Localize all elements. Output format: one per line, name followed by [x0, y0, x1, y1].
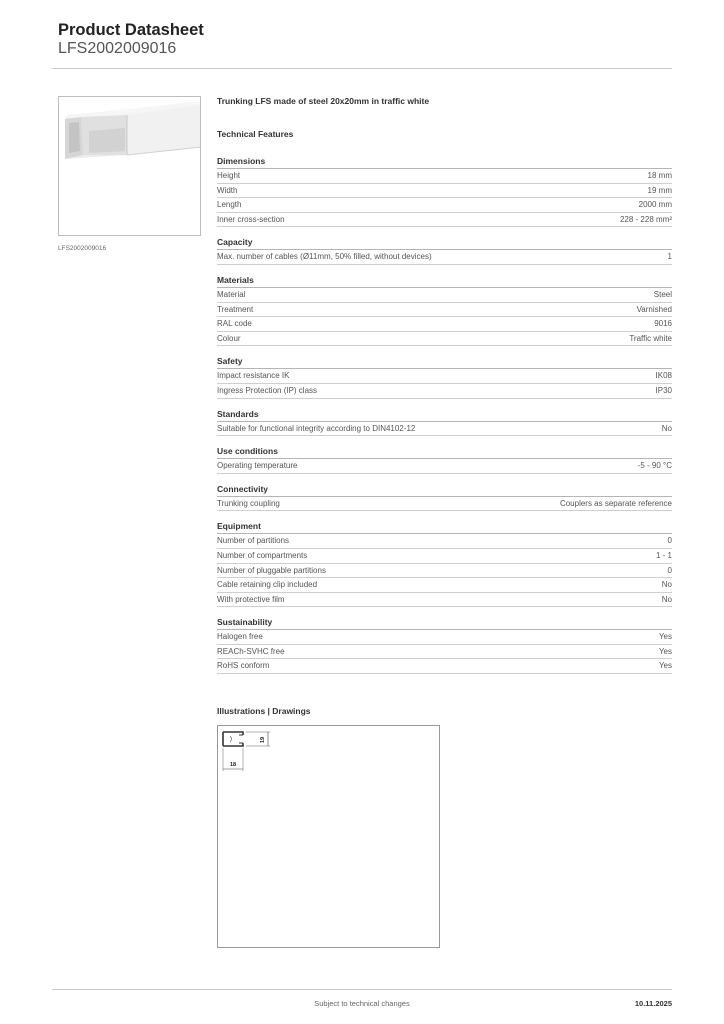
spec-section [217, 520, 672, 607]
spec-value: Traffic white [629, 333, 672, 343]
section-title: Standards [217, 408, 259, 419]
spec-label: Number of partitions [217, 536, 290, 546]
spec-section [217, 155, 672, 227]
spec-row [217, 288, 672, 303]
spec-row [217, 659, 672, 674]
product-code: LFS2002009016 [58, 40, 177, 57]
spec-value: Varnished [636, 304, 672, 314]
header-divider [52, 68, 672, 69]
section-title: Equipment [217, 521, 261, 532]
spec-value: No [661, 594, 672, 604]
spec-value: Steel [653, 289, 672, 299]
footer-divider [52, 989, 672, 990]
spec-label: Material [217, 289, 246, 299]
product-description: Trunking LFS made of steel 20x20mm in traffic white [217, 96, 430, 106]
technical-features-heading: Technical Features [217, 129, 294, 139]
spec-sections [217, 155, 672, 674]
spec-row [217, 369, 672, 384]
spec-value: 1 - 1 [655, 550, 672, 560]
trunking-image [59, 97, 201, 236]
spec-row [217, 317, 672, 332]
spec-section [217, 236, 672, 265]
spec-row [217, 169, 672, 184]
spec-label: Width [217, 185, 238, 195]
spec-label: Halogen free [217, 632, 263, 642]
spec-value: 19 mm [647, 185, 672, 195]
spec-column [217, 96, 672, 683]
spec-label: Inner cross-section [217, 214, 285, 224]
spec-value: IK08 [655, 371, 672, 381]
spec-value: Couplers as separate reference [559, 498, 672, 508]
page-title: Product Datasheet [58, 21, 204, 39]
spec-table [217, 287, 672, 346]
spec-row [217, 497, 672, 512]
spec-table [217, 496, 672, 512]
spec-row [217, 213, 672, 228]
spec-row [217, 303, 672, 318]
spec-row [217, 198, 672, 213]
spec-row [217, 422, 672, 437]
spec-row [217, 250, 672, 265]
section-title: Safety [217, 356, 243, 367]
spec-label: Impact resistance IK [217, 371, 290, 381]
drawing-frame [217, 725, 440, 948]
spec-label: REACh-SVHC free [217, 646, 285, 656]
spec-label: Cable retaining clip included [217, 580, 318, 590]
spec-value: -5 - 90 °C [637, 461, 672, 471]
spec-value: 9016 [654, 319, 672, 329]
spec-label: Height [217, 171, 241, 180]
spec-row [217, 593, 672, 608]
spec-label: Suitable for functional integrity according to DIN4102-12 [217, 423, 416, 433]
photo-caption: LFS2002009016 [58, 245, 107, 252]
spec-value: 0 [667, 536, 672, 546]
section-title: Materials [217, 274, 254, 285]
spec-table [217, 458, 672, 474]
spec-section [217, 355, 672, 398]
dim-width-label: 18 [229, 762, 237, 768]
spec-label: Treatment [217, 304, 254, 314]
spec-row [217, 459, 672, 474]
spec-row [217, 578, 672, 593]
footer-date: 10.11.2025 [634, 999, 672, 1008]
spec-section [217, 408, 672, 437]
spec-row [217, 645, 672, 660]
spec-value: 228 - 228 mm² [619, 214, 672, 224]
spec-label: Number of pluggable partitions [217, 565, 326, 575]
spec-section [217, 616, 672, 674]
spec-section [217, 274, 672, 346]
spec-value: 0 [667, 565, 672, 575]
spec-row [217, 384, 672, 399]
spec-row [217, 534, 672, 549]
spec-value: 18 mm [647, 171, 672, 180]
spec-table [217, 629, 672, 674]
section-title: Sustainability [217, 617, 273, 628]
spec-table [217, 249, 672, 265]
section-title: Use conditions [217, 446, 278, 457]
spec-label: RAL code [217, 319, 252, 329]
spec-label: Operating temperature [217, 461, 298, 471]
spec-row [217, 630, 672, 645]
spec-value: No [661, 423, 672, 433]
footer-note: Subject to technical changes [314, 999, 410, 1008]
spec-value: IP30 [655, 385, 672, 395]
section-title: Capacity [217, 237, 253, 248]
spec-label: Length [217, 200, 242, 210]
product-photo [58, 96, 201, 236]
spec-label: RoHS conform [217, 661, 270, 671]
section-title: Connectivity [217, 483, 269, 494]
spec-section [217, 445, 672, 474]
spec-table [217, 168, 672, 227]
spec-value: No [661, 580, 672, 590]
spec-label: Number of compartments [217, 550, 308, 560]
spec-row [217, 332, 672, 347]
spec-section [217, 483, 672, 512]
spec-value: Yes [658, 632, 672, 642]
dim-height-label: 19 [260, 736, 266, 744]
cross-section-drawing [218, 726, 439, 947]
spec-label: With protective film [217, 594, 285, 604]
spec-value: Yes [658, 646, 672, 656]
spec-label: Trunking coupling [217, 498, 280, 508]
spec-label: Max. number of cables (Ø11mm, 50% filled, without devices) [217, 252, 432, 262]
spec-table [217, 421, 672, 437]
spec-table [217, 368, 672, 398]
spec-row [217, 564, 672, 579]
illustrations-heading: Illustrations | Drawings [217, 706, 311, 716]
spec-label: Ingress Protection (IP) class [217, 385, 318, 395]
spec-value: Yes [658, 661, 672, 671]
spec-value: 2000 mm [638, 200, 672, 210]
spec-label: Colour [217, 333, 241, 343]
spec-value: 1 [667, 252, 672, 262]
spec-table [217, 533, 672, 607]
section-title: Dimensions [217, 156, 266, 166]
spec-row [217, 549, 672, 564]
spec-row [217, 184, 672, 199]
